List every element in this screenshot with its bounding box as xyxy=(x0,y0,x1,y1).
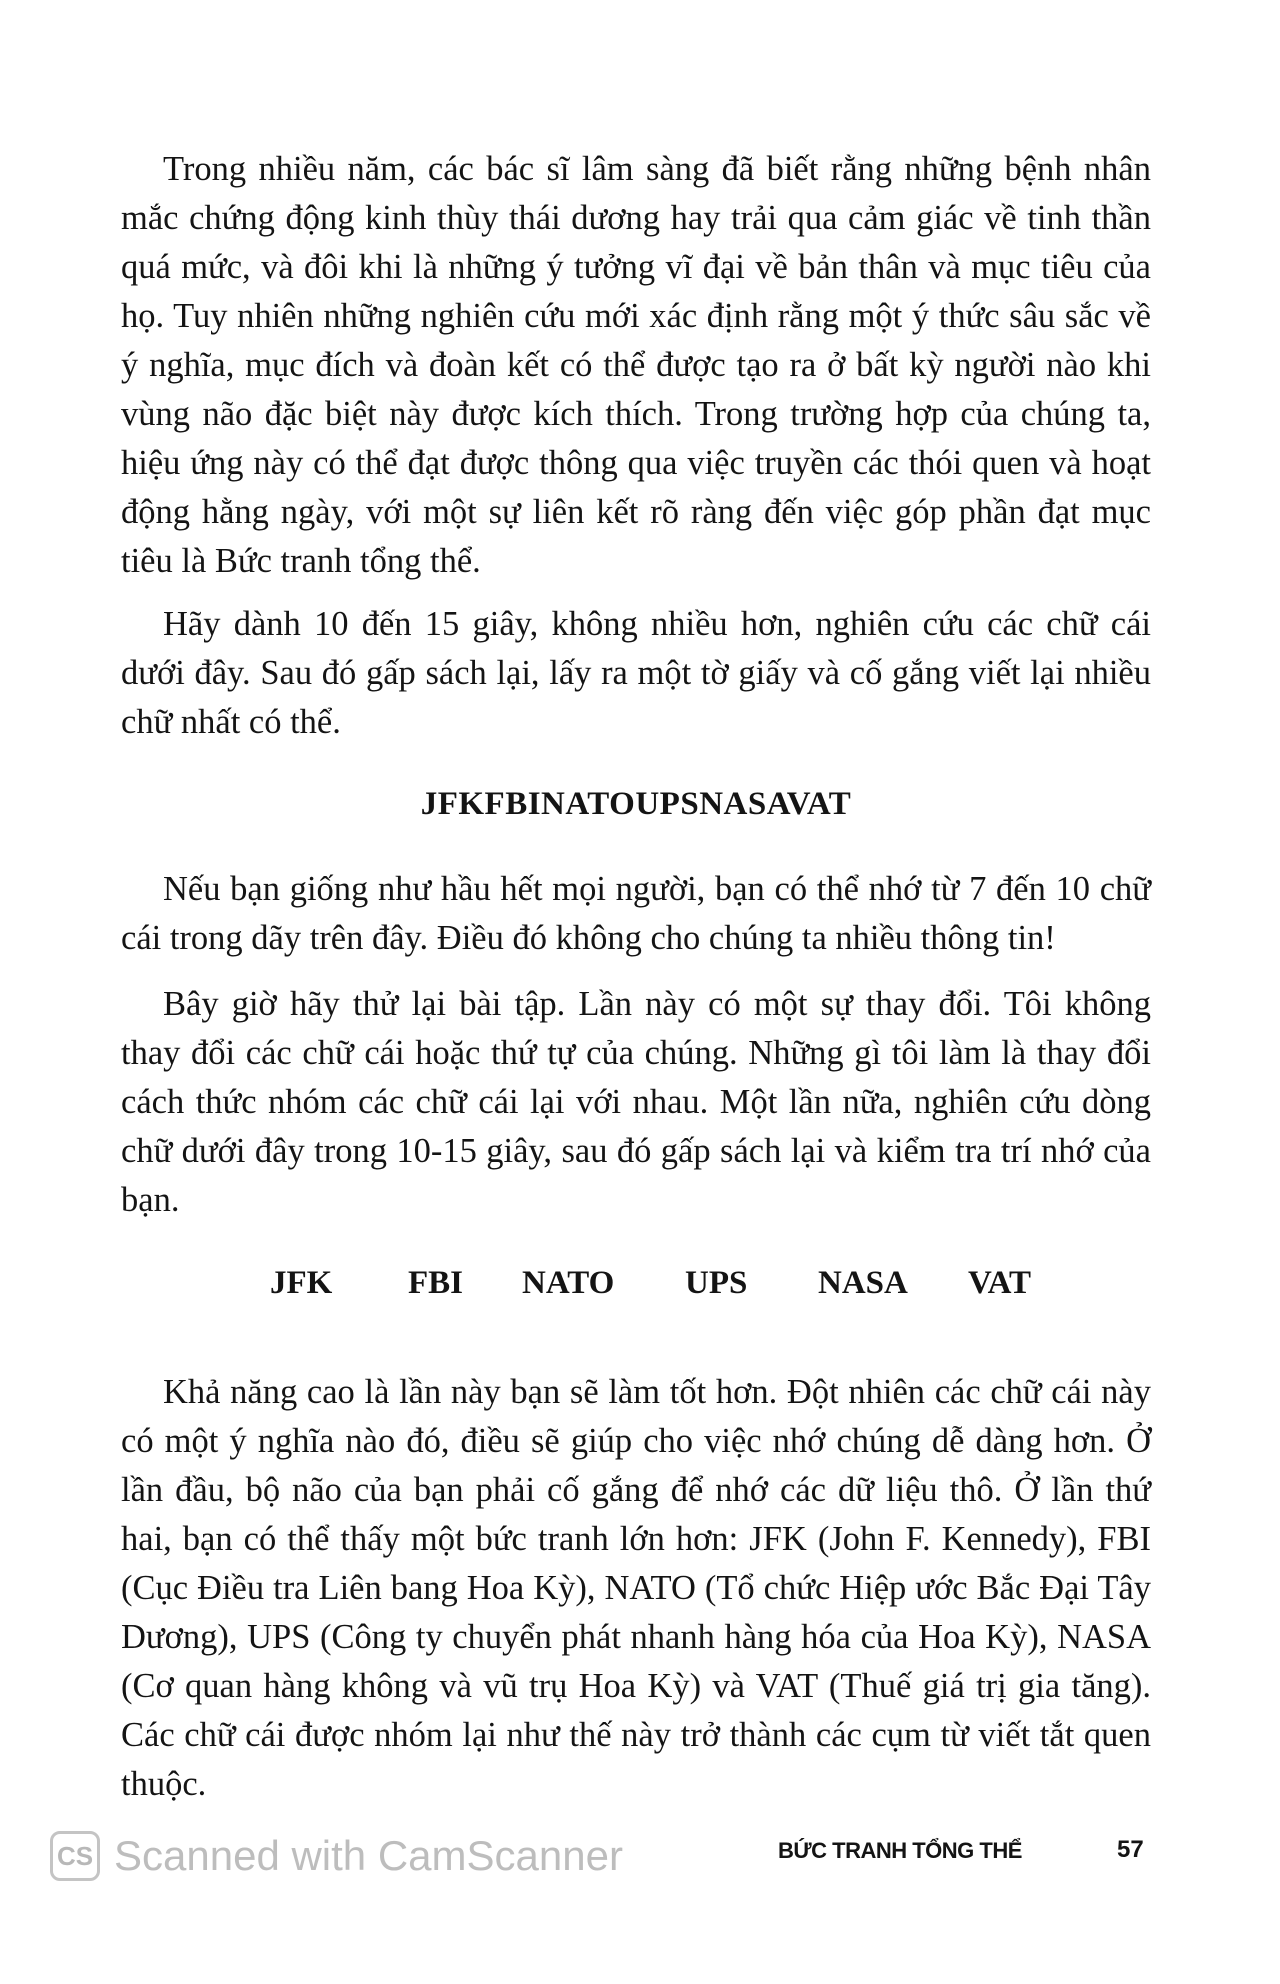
paragraph-4 xyxy=(121,980,1151,1225)
acronym-fbi: FBI xyxy=(408,1265,464,1301)
paragraph-text: Khả năng cao là lần này bạn sẽ làm tốt hơn. Đột nhiên các chữ cái này có một ý nghĩa nào đó, điều sẽ giúp cho việc nhớ chúng dễ dàng hơn. Ở lần đầu, bộ não của bạn phải cố gắng để nhớ các dữ liệu thô. Ở lần thứ hai, bạn có thể thấy một bức tranh lớn hơn: JFK (John F. Kennedy), FBI (Cục Điều tra Liên bang Hoa Kỳ), NATO (Tổ chức Hiệp ước Bắc Đại Tây Dương), UPS (Công ty chuyển phát nhanh hàng hóa của Hoa Kỳ), NASA (Cơ quan hàng không và vũ trụ Hoa Kỳ) và VAT (Thuế giá trị gia tăng). Các chữ cái được nhóm lại như thế này trở thành các cụm từ viết tắt quen thuộc. xyxy=(121,1373,1151,1803)
paragraph-text: Hãy dành 10 đến 15 giây, không nhiều hơn, nghiên cứu các chữ cái dưới đây. Sau đó gấp sách lại, lấy ra một tờ giấy và cố gắng viết lại nhiều chữ nhất có thể. xyxy=(121,605,1151,741)
paragraph-3 xyxy=(121,865,1151,963)
running-title: BỨC TRANH TỔNG THỂ xyxy=(778,1838,1022,1863)
acronym-nato: NATO xyxy=(522,1265,615,1301)
camscanner-text: Scanned with CamScanner xyxy=(114,1832,623,1879)
page-number: 57 xyxy=(1117,1836,1144,1863)
paragraph-text: Bây giờ hãy thử lại bài tập. Lần này có một sự thay đổi. Tôi không thay đổi các chữ cái hoặc thứ tự của chúng. Những gì tôi làm là thay đổi cách thức nhóm các chữ cái lại với nhau. Một lần nữa, nghiên cứu dòng chữ dưới đây trong 10-15 giây, sau đó gấp sách lại và kiểm tra trí nhớ của bạn. xyxy=(121,985,1151,1219)
acronym-jfk: JFK xyxy=(270,1265,333,1301)
acronym-ups: UPS xyxy=(685,1265,748,1301)
paragraph-text: Nếu bạn giống như hầu hết mọi người, bạn có thể nhớ từ 7 đến 10 chữ cái trong dãy trên đây. Điều đó không cho chúng ta nhiều thông tin! xyxy=(121,870,1151,957)
acronym-nasa: NASA xyxy=(818,1265,908,1301)
letter-sequence: JFKFBINATOUPSNASAVAT xyxy=(420,786,852,822)
paragraph-text: Trong nhiều năm, các bác sĩ lâm sàng đã biết rằng những bệnh nhân mắc chứng động kinh thùy thái dương hay trải qua cảm giác về tinh thần quá mức, và đôi khi là những ý tưởng vĩ đại về bản thân và mục tiêu của họ. Tuy nhiên những nghiên cứu mới xác định rằng một ý thức sâu sắc về ý nghĩa, mục đích và đoàn kết có thể được tạo ra ở bất kỳ người nào khi vùng não đặc biệt này được kích thích. Trong trường hợp của chúng ta, hiệu ứng này có thể đạt được thông qua việc truyền các thói quen và hoạt động hằng ngày, với một sự liên kết rõ ràng đến việc góp phần đạt mục tiêu là Bức tranh tổng thể. xyxy=(121,150,1151,580)
camscanner-logo-icon: CS xyxy=(50,1831,100,1881)
acronym-row xyxy=(0,1265,1280,1315)
camscanner-watermark xyxy=(50,1826,623,1886)
paragraph-5 xyxy=(121,1368,1151,1809)
paragraph-2 xyxy=(121,600,1151,747)
paragraph-1 xyxy=(121,145,1151,586)
acronym-vat: VAT xyxy=(968,1265,1031,1301)
